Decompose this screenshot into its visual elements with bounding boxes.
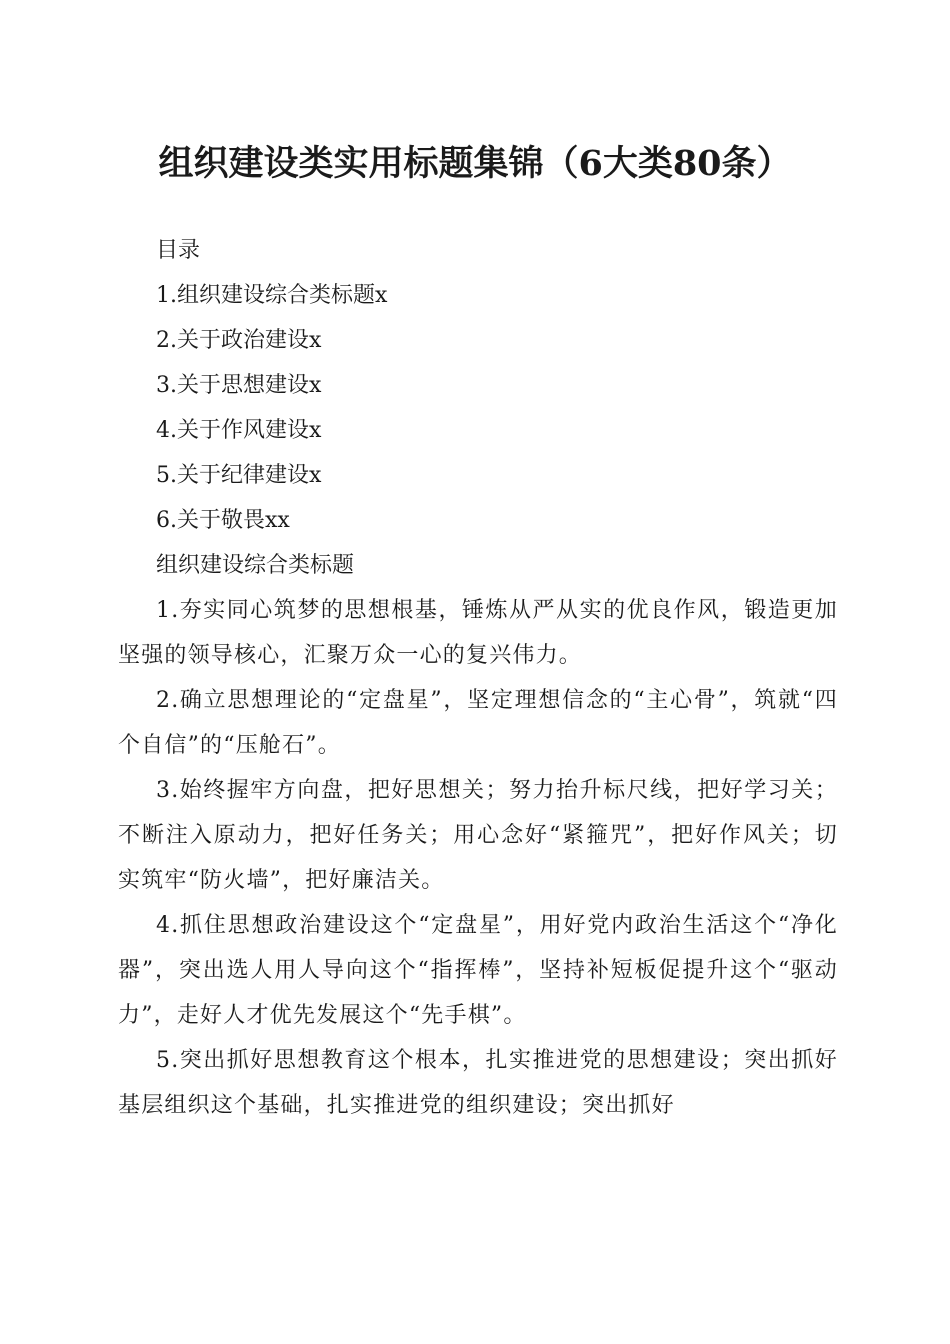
document-body [118, 228, 838, 1128]
toc-item: 1.组织建设综合类标题x [156, 283, 388, 308]
toc-item: 4.关于作风建设x [156, 418, 322, 443]
toc-item: 3.关于思想建设x [156, 373, 322, 398]
paragraph-3: 3.始终握牢方向盘，把好思想关；努力抬升标尺线，把好学习关；不断注入原动力，把好任务关；用心念好“紧箍咒”，把好作风关；切实筑牢“防火墙”，把好廉洁关。 [118, 778, 838, 893]
paragraph-2: 2.确立思想理论的“定盘星”，坚定理想信念的“主心骨”，筑就“四个自信”的“压舱石”。 [118, 688, 838, 758]
section-heading: 组织建设综合类标题 [156, 553, 355, 578]
paragraph-1: 1.夯实同心筑梦的思想根基，锤炼从严从实的优良作风，锻造更加坚强的领导核心，汇聚万众一心的复兴伟力。 [118, 598, 838, 668]
toc-item: 2.关于政治建设x [156, 328, 322, 353]
toc-heading: 目录 [156, 238, 201, 263]
document-title: 组织建设类实用标题集锦（6大类80条） [158, 143, 792, 184]
paragraph-4: 4.抓住思想政治建设这个“定盘星”，用好党内政治生活这个“净化器”，突出选人用人导向这个“指挥棒”，坚持补短板促提升这个“驱动力”，走好人才优先发展这个“先手棋”。 [118, 913, 838, 1028]
paragraph-5: 5.突出抓好思想教育这个根本，扎实推进党的思想建设；突出抓好基层组织这个基础，扎实推进党的组织建设；突出抓好 [118, 1048, 838, 1118]
toc-item: 6.关于敬畏xx [156, 508, 290, 533]
toc-item: 5.关于纪律建设x [156, 463, 322, 488]
